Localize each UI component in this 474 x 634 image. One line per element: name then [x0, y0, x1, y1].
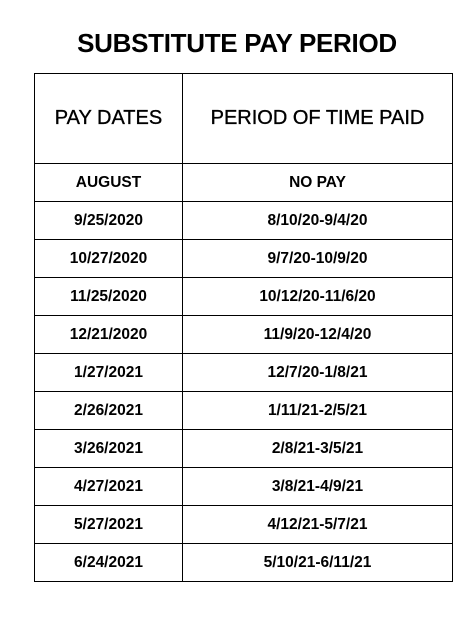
pay-date-cell: 4/27/2021 — [35, 468, 183, 506]
pay-date-cell: 3/26/2021 — [35, 430, 183, 468]
table-row — [35, 354, 453, 392]
period-cell: 5/10/21-6/11/21 — [183, 544, 453, 582]
column-header-pay-dates: PAY DATES — [35, 74, 183, 164]
pay-date-cell: 12/21/2020 — [35, 316, 183, 354]
table-row — [35, 316, 453, 354]
pay-date-cell: 9/25/2020 — [35, 202, 183, 240]
table-row — [35, 202, 453, 240]
period-cell: 8/10/20-9/4/20 — [183, 202, 453, 240]
pay-date-cell: 5/27/2021 — [35, 506, 183, 544]
period-cell: 4/12/21-5/7/21 — [183, 506, 453, 544]
page-title: SUBSTITUTE PAY PERIOD — [77, 28, 397, 58]
table-row — [35, 468, 453, 506]
pay-date-cell: 2/26/2021 — [35, 392, 183, 430]
period-cell: 11/9/20-12/4/20 — [183, 316, 453, 354]
table-row — [35, 430, 453, 468]
pay-date-cell: 11/25/2020 — [35, 278, 183, 316]
period-cell: 1/11/21-2/5/21 — [183, 392, 453, 430]
period-cell: 12/7/20-1/8/21 — [183, 354, 453, 392]
pay-date-cell: 10/27/2020 — [35, 240, 183, 278]
table-row — [35, 506, 453, 544]
pay-date-cell: 1/27/2021 — [35, 354, 183, 392]
table-row — [35, 278, 453, 316]
period-cell: 2/8/21-3/5/21 — [183, 430, 453, 468]
pay-date-cell: AUGUST — [35, 164, 183, 202]
pay-date-cell: 6/24/2021 — [35, 544, 183, 582]
pay-period-table — [34, 73, 453, 582]
period-cell: 10/12/20-11/6/20 — [183, 278, 453, 316]
table-row — [35, 392, 453, 430]
table-header-row — [35, 74, 453, 164]
period-cell: 3/8/21-4/9/21 — [183, 468, 453, 506]
table-row — [35, 544, 453, 582]
table-row — [35, 164, 453, 202]
period-cell: 9/7/20-10/9/20 — [183, 240, 453, 278]
table-row — [35, 240, 453, 278]
period-cell: NO PAY — [183, 164, 453, 202]
column-header-period: PERIOD OF TIME PAID — [183, 74, 453, 164]
